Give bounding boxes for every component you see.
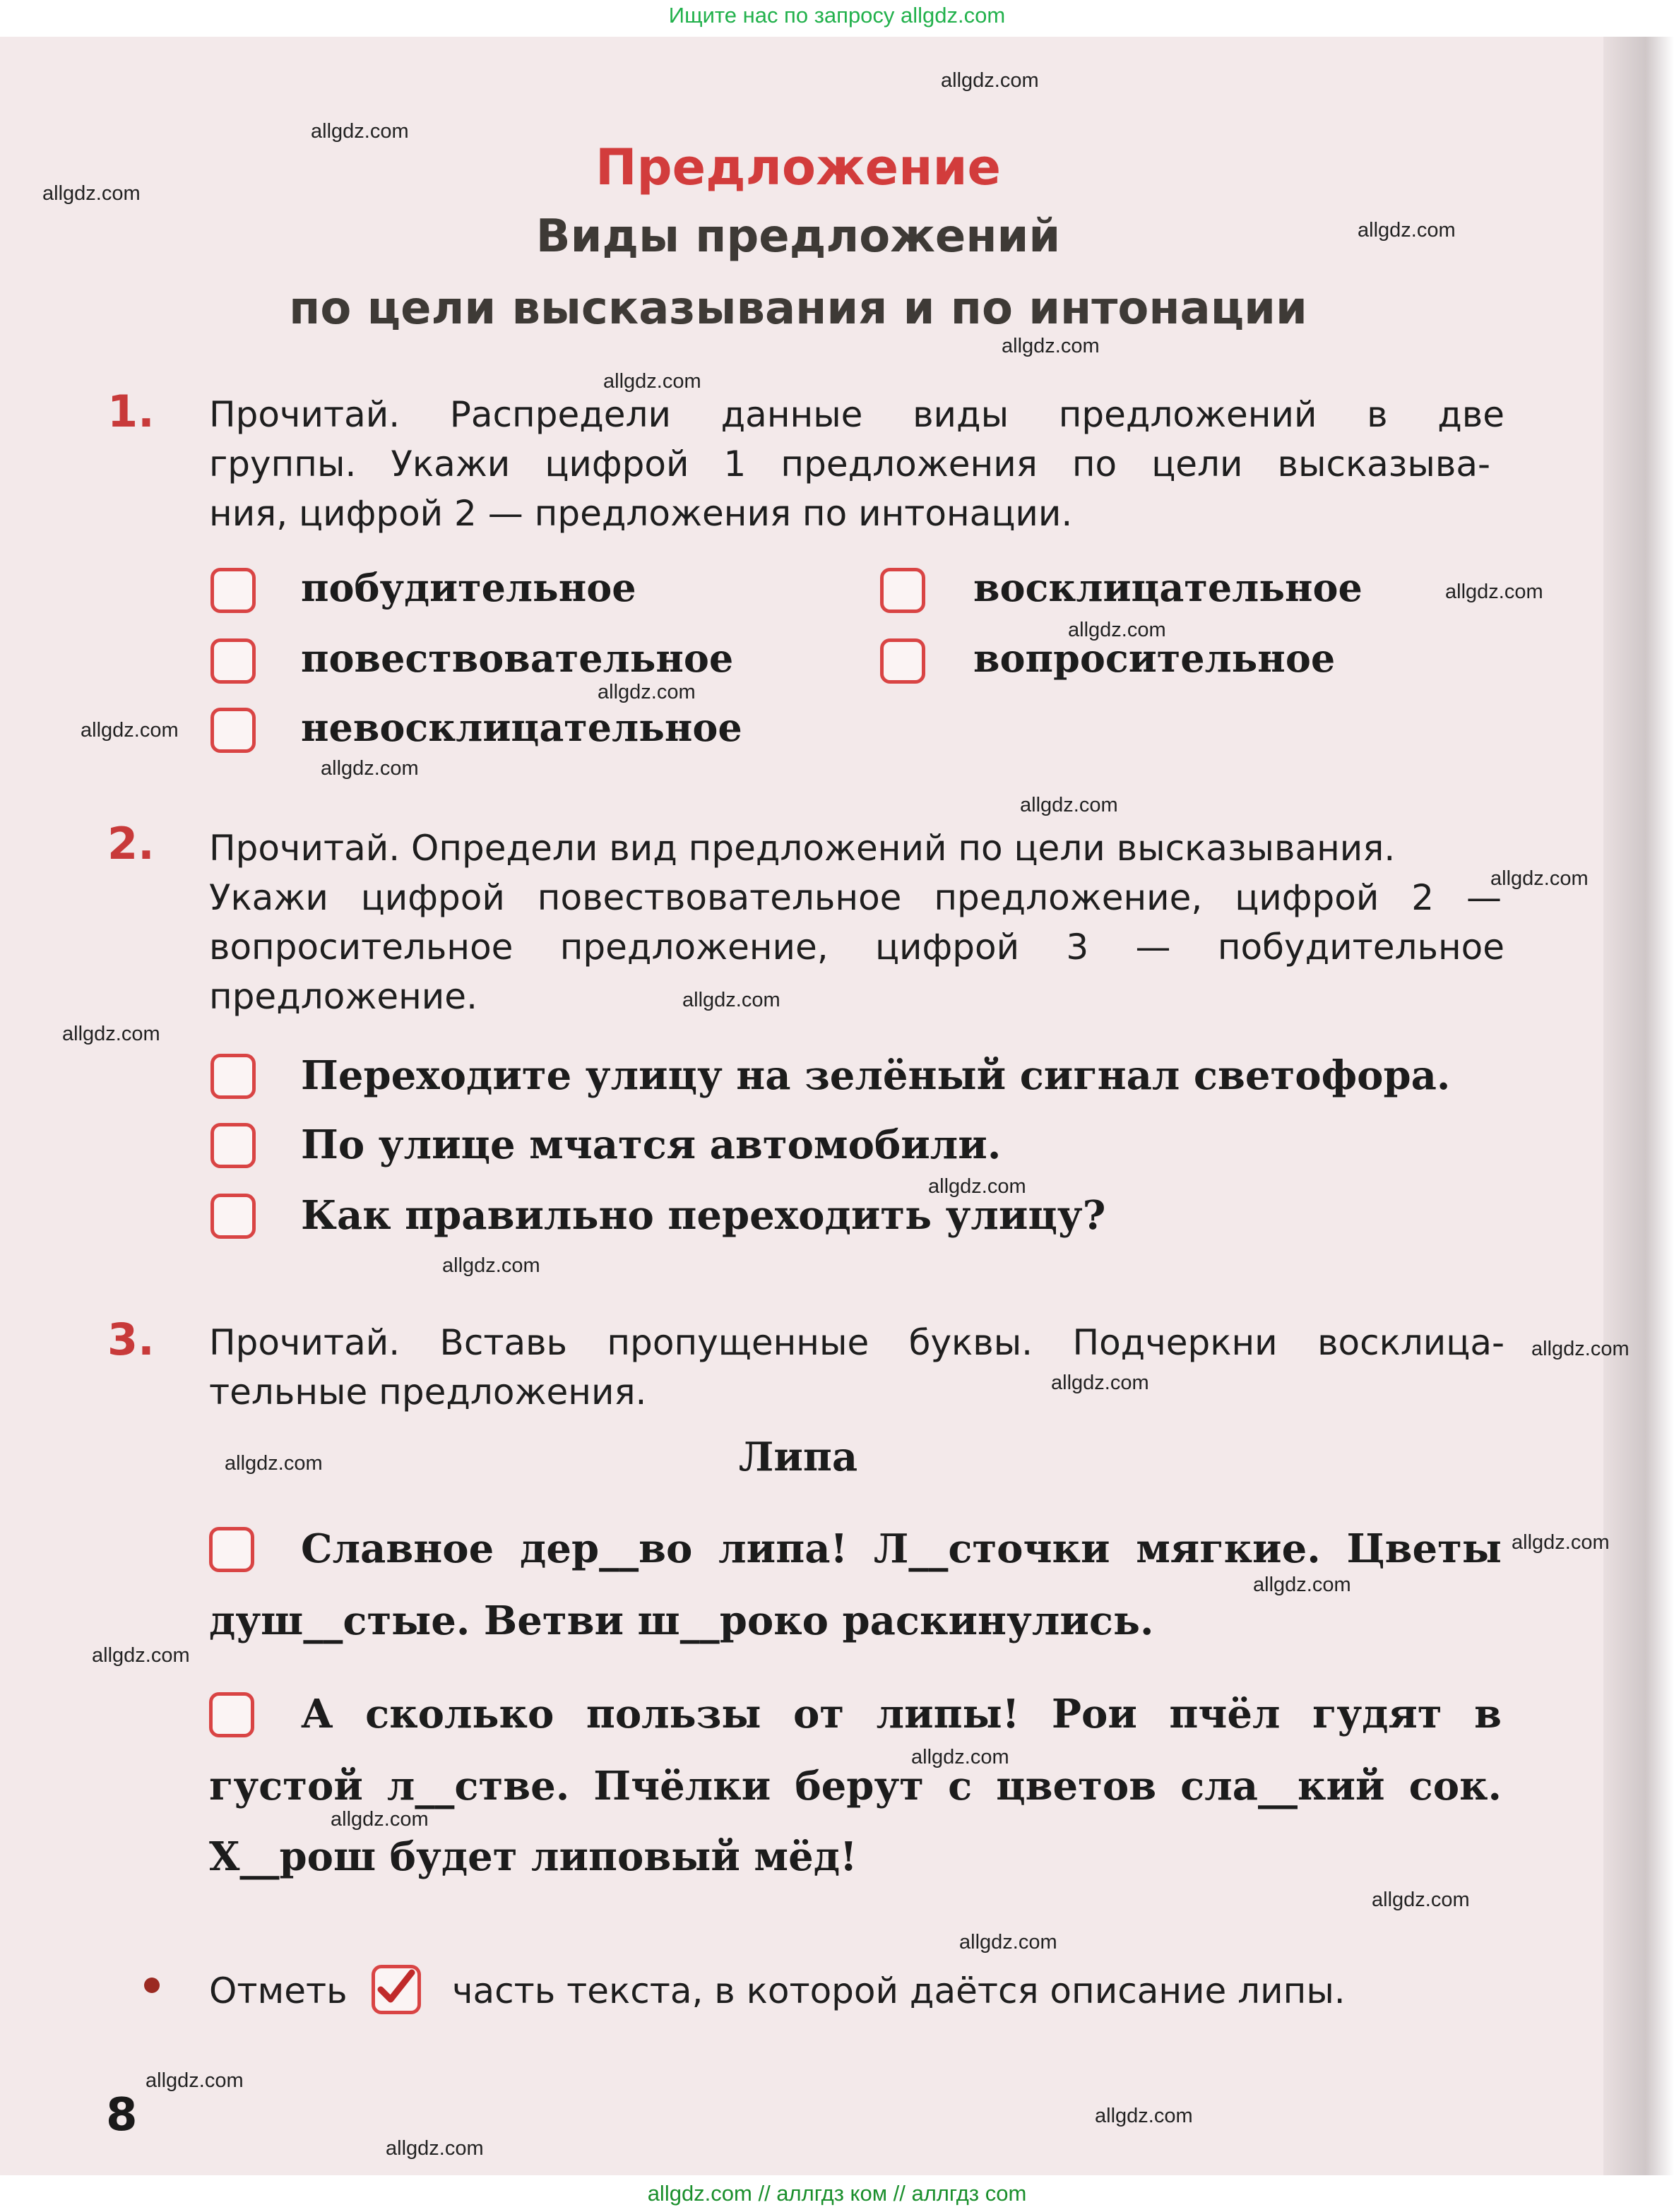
- watermark: allgdz.com: [62, 1023, 160, 1045]
- task-1-line-2: группы. Укажи цифрой 1 предложения по цели высказыва-: [209, 444, 1490, 484]
- note-text: часть текста, в которой даётся описание липы.: [452, 1970, 1346, 2011]
- bottom-banner[interactable]: allgdz.com // аллгдз ком // аллгдз com: [647, 2181, 1027, 2206]
- task-2-number: 2.: [107, 818, 155, 869]
- watermark: allgdz.com: [1531, 1338, 1630, 1360]
- task-2-line-2: Укажи цифрой повествовательное предложение, цифрой 2 —: [209, 877, 1502, 918]
- option-voprositelnoe: вопросительное: [973, 636, 1336, 681]
- answer-box-voprositelnoe[interactable]: [880, 638, 925, 684]
- watermark: allgdz.com: [603, 370, 701, 393]
- watermark: allgdz.com: [225, 1452, 323, 1475]
- page-title: Предложение: [595, 138, 1002, 196]
- page-edge-shadow: [1603, 37, 1674, 2175]
- paragraph-1-line-1: Славное дер__во липа! Л__сточки мягкие. Цветы: [301, 1526, 1502, 1572]
- watermark: allgdz.com: [941, 69, 1039, 92]
- task-2-line-1: Прочитай. Определи вид предложений по цели высказывания.: [209, 828, 1396, 869]
- paragraph-2-line-2: густой л__стве. Пчёлки берут с цветов сла__кий сок.: [209, 1763, 1502, 1809]
- watermark: allgdz.com: [1445, 581, 1543, 603]
- checkmark-icon: [375, 1968, 417, 2011]
- watermark: allgdz.com: [1512, 1531, 1610, 1554]
- task-2-sentence-2: По улице мчатся автомобили.: [301, 1122, 1002, 1168]
- watermark: allgdz.com: [682, 989, 780, 1011]
- option-povestvovatelnoe: повествовательное: [301, 636, 734, 681]
- answer-box-nevosklitsatelnoe[interactable]: [210, 708, 256, 753]
- watermark: allgdz.com: [1068, 619, 1166, 641]
- watermark: allgdz.com: [1490, 867, 1589, 890]
- watermark: allgdz.com: [1002, 335, 1100, 357]
- task-2-line-3: вопросительное предложение, цифрой 3 — побудительное: [209, 927, 1504, 968]
- option-vosklitsatelnoe: восклицательное: [973, 565, 1363, 610]
- answer-box-sentence-2[interactable]: [210, 1123, 256, 1168]
- watermark: allgdz.com: [321, 757, 419, 780]
- answer-box-povelitelnoe[interactable]: [210, 568, 256, 613]
- answer-box-paragraph-1[interactable]: [209, 1527, 254, 1572]
- task-1-line-1: Прочитай. Распредели данные виды предложений в две: [209, 394, 1504, 435]
- watermark: allgdz.com: [331, 1808, 429, 1831]
- watermark: allgdz.com: [1253, 1574, 1351, 1596]
- text-title-lipa: Липа: [738, 1434, 858, 1480]
- paragraph-2-line-3: Х__рош будет липовый мёд!: [209, 1833, 857, 1880]
- page-subtitle-2: по цели высказывания и по интонации: [289, 283, 1307, 335]
- bullet-icon: [144, 1978, 160, 1993]
- answer-box-paragraph-2[interactable]: [209, 1692, 254, 1737]
- watermark: allgdz.com: [1358, 219, 1456, 242]
- watermark: allgdz.com: [1372, 1889, 1470, 1911]
- watermark: allgdz.com: [386, 2137, 484, 2160]
- task-3-line-2: тельные предложения.: [209, 1372, 647, 1413]
- task-2-sentence-1: Переходите улицу на зелёный сигнал светофора.: [301, 1052, 1451, 1099]
- watermark: allgdz.com: [911, 1746, 1009, 1768]
- page-subtitle-1: Виды предложений: [535, 210, 1061, 263]
- paragraph-1-line-2: душ__стые. Ветви ш__роко раскинулись.: [209, 1598, 1154, 1644]
- watermark: allgdz.com: [928, 1175, 1026, 1198]
- option-nevosklitsatelnoe: невосклицательное: [301, 705, 742, 750]
- answer-box-sentence-3[interactable]: [210, 1194, 256, 1239]
- answer-box-sentence-1[interactable]: [210, 1054, 256, 1099]
- check-box[interactable]: [372, 1965, 421, 2014]
- watermark: allgdz.com: [1020, 794, 1118, 816]
- top-banner[interactable]: Ищите нас по запросу allgdz.com: [668, 3, 1006, 28]
- watermark: allgdz.com: [92, 1644, 190, 1667]
- watermark: allgdz.com: [81, 719, 179, 742]
- task-1-number: 1.: [107, 386, 155, 437]
- watermark: allgdz.com: [442, 1254, 540, 1277]
- task-3-line-1: Прочитай. Вставь пропущенные буквы. Подчеркни восклица-: [209, 1322, 1504, 1363]
- task-2-line-4: предложение.: [209, 976, 477, 1017]
- paragraph-2-line-1: А сколько пользы от липы! Рои пчёл гудят в: [301, 1691, 1502, 1737]
- watermark: allgdz.com: [1051, 1372, 1149, 1394]
- task-3-number: 3.: [107, 1314, 155, 1365]
- watermark: allgdz.com: [42, 182, 141, 205]
- watermark: allgdz.com: [311, 120, 409, 143]
- watermark: allgdz.com: [146, 2069, 244, 2092]
- watermark: allgdz.com: [1095, 2105, 1193, 2127]
- answer-box-vosklitsatelnoe[interactable]: [880, 568, 925, 613]
- answer-box-povestvovatelnoe[interactable]: [210, 638, 256, 684]
- note-otmet: Отметь: [209, 1970, 348, 2011]
- watermark: allgdz.com: [959, 1931, 1057, 1954]
- watermark: allgdz.com: [598, 681, 696, 703]
- option-pobuditelnoe: побудительное: [301, 565, 636, 610]
- task-1-line-3: ния, цифрой 2 — предложения по интонации.: [209, 493, 1073, 534]
- page-number: 8: [106, 2089, 138, 2141]
- task-2-sentence-3: Как правильно переходить улицу?: [301, 1192, 1106, 1239]
